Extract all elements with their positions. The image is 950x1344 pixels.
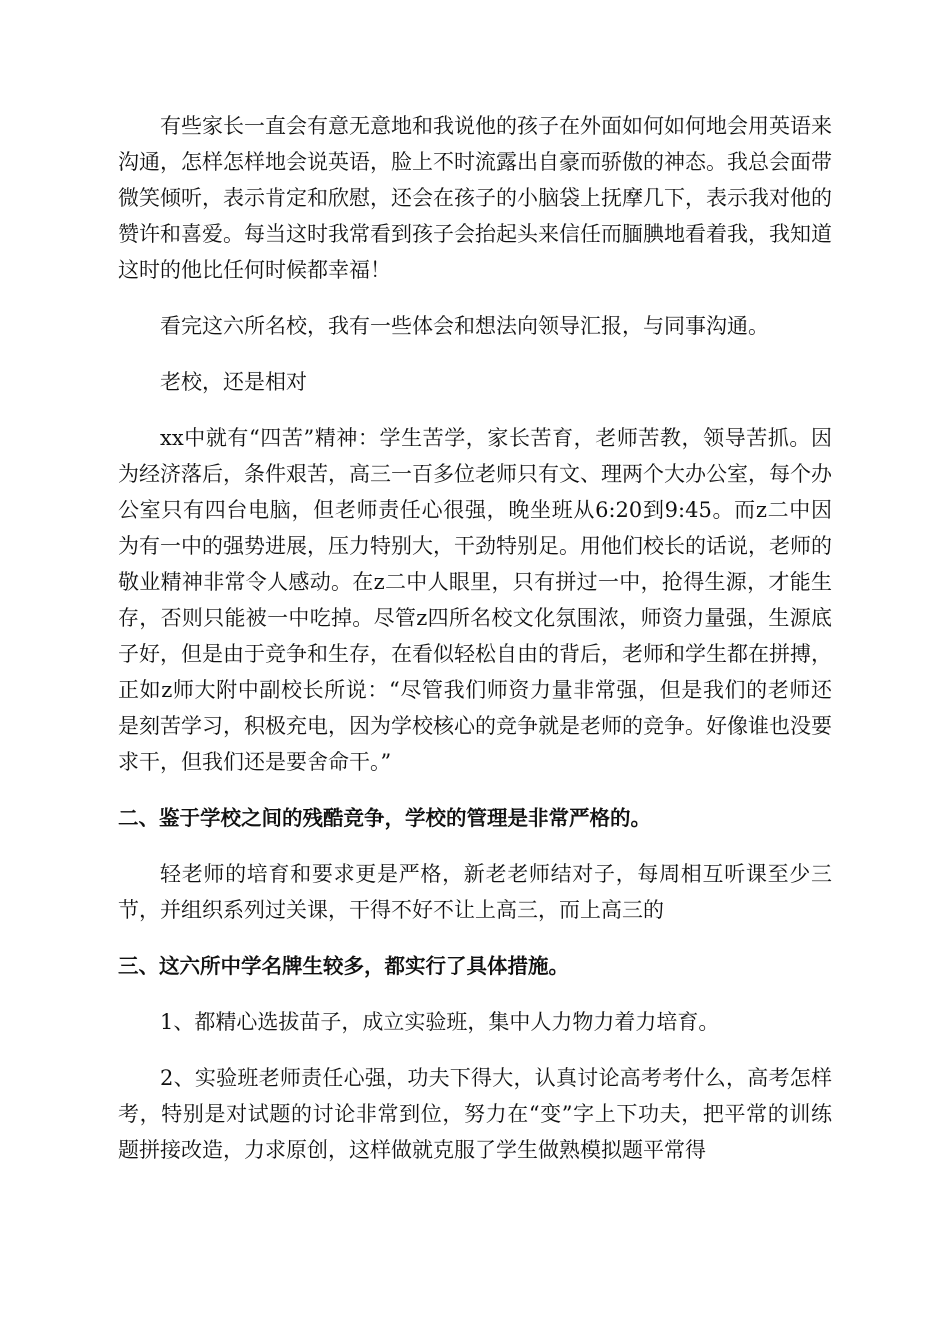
paragraph-teacher-training: 轻老师的培育和要求更是严格，新老老师结对子，每周相互听课至少三节，并组织系列过关课，干得不好不让上高三，而上高三的 [118,862,832,922]
list-item-1: 1、都精心选拔苗子，成立实验班，集中人力物力着力培育。 [160,1010,720,1034]
list-item-2: 2、实验班老师责任心强，功夫下得大，认真讨论高考考什么，高考怎样考，特别是对试题的讨论非常到位，努力在“变”字上下功夫，把平常的训练题拼接改造，力求原创，这样做就克服了学生做熟模拟题平常得 [118,1066,832,1162]
document-body [118,108,832,1188]
section-heading-two: 二、鉴于学校之间的残酷竞争，学校的管理是非常严格的。 [118,806,651,830]
paragraph-parents-english: 有些家长一直会有意无意地和我说他的孩子在外面如何如何地会用英语来沟通，怎样怎样地会说英语，脸上不时流露出自豪而骄傲的神态。我总会面带微笑倾听，表示肯定和欣慰，还会在孩子的小脑袋上抚摩几下，表示我对他的赞许和喜爱。每当这时我常看到孩子会抬起头来信任而腼腆地看着我，我知道这时的他比任何时候都幸福！ [118,114,832,282]
paragraph-old-school: 老校，还是相对 [160,370,307,394]
paragraph-four-hardships: xx中就有“四苦”精神：学生苦学，家长苦育，老师苦教，领导苦抓。因为经济落后，条件艰苦，高三一百多位老师只有文、理两个大办公室，每个办公室只有四台电脑，但老师责任心很强，晚坐班从6:20到9:45。而z二中因为有一中的强势进展，压力特别大，干劲特别足。用他们校长的话说，老师的敬业精神非常令人感动。在z二中人眼里，只有拼过一中，抢得生源，才能生存，否则只能被一中吃掉。尽管z四所名校文化氛围浓，师资力量强，生源底子好，但是由于竞争和生存，在看似轻松自由的背后，老师和学生都在拼搏，正如z师大附中副校长所说：“尽管我们师资力量非常强，但是我们的老师还是刻苦学习，积极充电，因为学校核心的竞争就是老师的竞争。好像谁也没要求干，但我们还是要舍命干。” [118,426,832,774]
section-heading-three: 三、这六所中学名牌生较多，都实行了具体措施。 [118,954,569,978]
paragraph-report-intro: 看完这六所名校，我有一些体会和想法向领导汇报，与同事沟通。 [160,314,769,338]
